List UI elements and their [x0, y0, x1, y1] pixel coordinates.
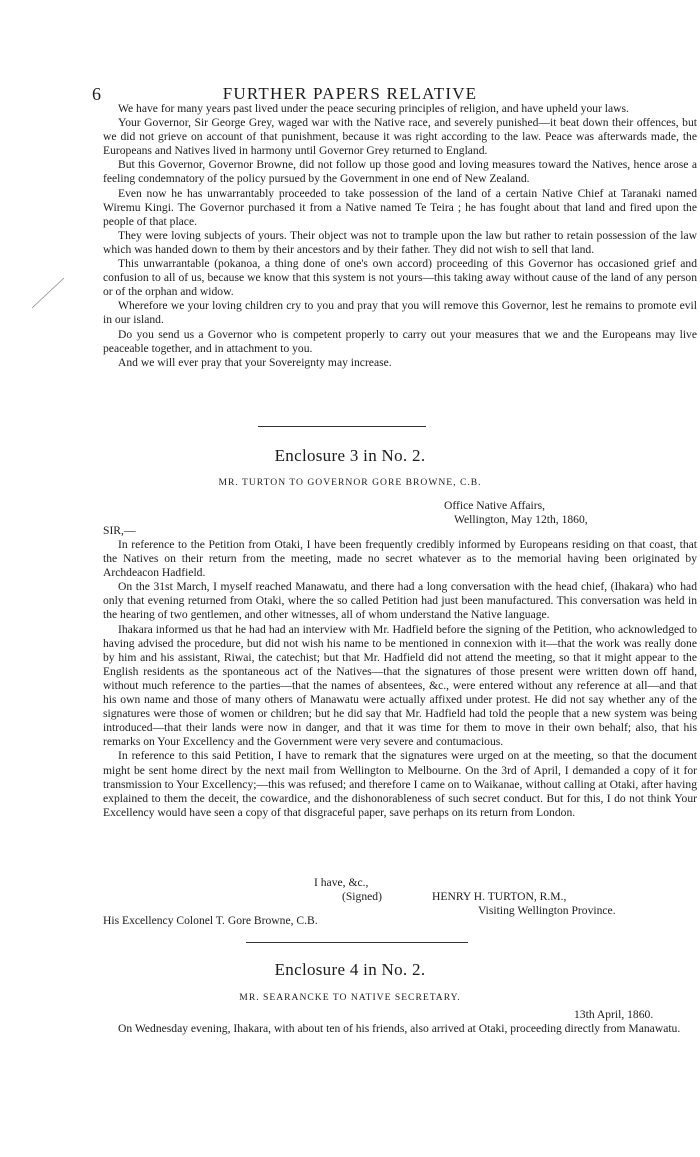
paragraph: Your Governor, Sir George Grey, waged war with the Native race, and severely punished—it beat down their offences, but we did not grieve on account of that punishment, because it was right according to the law. Peace was afterwards made, the Europeans and Natives lived in harmony until Governor Grey returned to England. — [103, 116, 697, 158]
signer-title: Visiting Wellington Province. — [478, 904, 616, 917]
paragraph: Ihakara informed us that he had had an interview with Mr. Hadfield before the signing of the Petition, who acknowledged to having advised the procedure, but did not wish his name to be mentioned in connexion with it—that the work was really done by him and his assistant, Riwai, the catechist; but that Mr. Hadfield did not attend the meeting, so that it might appear to the English residents as the spontaneous act of the Natives—that the signatures of those present were written down off hand, without much reference to the parties—that the names of absentees, &c., were entered without any reference at all—and that his own name and those of many others of Manawatu were actually affixed under protest. He did not say whether any of the signatures were those of women or children; but he did say that Mr. Hadfield had told the people that a new system was being introduced—that their lands were now in danger, and that it was time for them to move in their own behalf; also, that his remarks on Your Excellency and the Government were very severe and contumacious. — [103, 622, 697, 749]
address-line-2: Wellington, May 12th, 1860, — [454, 513, 588, 526]
paragraph: But this Governor, Governor Browne, did not follow up those good and loving measures toward the Natives, hence arose a feeling condemnatory of the policy pursued by the Government in one end of New Zealand. — [103, 158, 697, 186]
paragraph: They were loving subjects of yours. Their object was not to trample upon the law but rather to retain possession of the law which was handed down to them by their ancestors and by their father. They did not wish to sell that land. — [103, 228, 697, 256]
paragraph: We have for many years past lived under the peace securing principles of religion, and have upheld your laws. — [118, 102, 629, 115]
enclosure-4-heading: Enclosure 4 in No. 2. — [274, 960, 426, 979]
running-title: FURTHER PAPERS RELATIVE — [222, 84, 478, 103]
paragraph: On the 31st March, I myself reached Manawatu, and there had a long conversation with the head chief, (Ihakara) who had only that evening returned from Otaki, where the so called Petition had just been manufactured. This conversation was held in the hearing of two gentlemen, and other witnesses, all of whom understand the Native language. — [103, 580, 697, 622]
letter-date: 13th April, 1860. — [574, 1008, 654, 1021]
paragraph: On Wednesday evening, Ihakara, with about ten of his friends, also arrived at Otaki, proceeding directly from Manawatu. — [118, 1022, 681, 1035]
paragraph: In reference to this said Petition, I have to remark that the signatures were urged on at the meeting, so that the document might be sent home direct by the next mail from Wellington to Melbourne. On the 3rd of April, I demanded a copy of it for transmission to Your Excellency;—this was refused; and therefore I came on to Waikanae, without calling at Otaki, after having explained to them the deceit, the cowardice, and the dishonorableness of such secret conduct. But for this, I do not think Your Excellency would have seen a copy of that disgraceful paper, save perhaps on its return from London. — [103, 749, 697, 819]
address-line-1: Office Native Affairs, — [444, 499, 545, 512]
enclosure-4-body — [103, 1022, 697, 1036]
paragraph: In reference to the Petition from Otaki, I have been frequently credibly informed by Europeans residing on that coast, that the Natives on their return from the meeting, made no secret whatever as to the memorial having been originated by Archdeacon Hadfield. — [103, 538, 697, 580]
section-divider — [246, 942, 468, 943]
signer-name: HENRY H. TURTON, R.M., — [432, 890, 567, 903]
enclosure-4-subheading: MR. SEARANCKE TO NATIVE SECRETARY. — [239, 992, 461, 1003]
paragraph: Wherefore we your loving children cry to you and pray that you will remove this Governor, lest he remains to promote evil in our island. — [103, 299, 697, 327]
margin-pencil-mark — [30, 276, 66, 312]
signed-label: (Signed) — [342, 890, 382, 903]
enclosure-3-heading: Enclosure 3 in No. 2. — [274, 446, 426, 465]
salutation: SIR,— — [103, 524, 136, 537]
paragraph: This unwarrantable (pokanoa, a thing done of one's own accord) proceeding of this Governor has occasioned grief and confusion to all of us, because we know that this system is not yours—this taking away without cause of the land of any person or of the orphan and widow. — [103, 257, 697, 299]
enclosure-3-subheading: MR. TURTON TO GOVERNOR GORE BROWNE, C.B. — [218, 477, 482, 488]
page-number: 6 — [92, 84, 101, 104]
paragraph: Do you send us a Governor who is competent properly to carry out your measures that we and the Europeans may live peaceable together, and in attachment to you. — [103, 327, 697, 355]
enclosure-3-body — [103, 538, 697, 820]
paragraph: And we will ever pray that your Sovereignty may increase. — [118, 355, 392, 369]
closing: I have, &c., — [314, 876, 369, 889]
section-divider — [258, 426, 426, 427]
addressee: His Excellency Colonel T. Gore Browne, C.B. — [103, 914, 318, 927]
petition-body — [103, 102, 697, 370]
paragraph: Even now he has unwarrantably proceeded to take possession of the land of a certain Native Chief at Taranaki named Wiremu Kingi. The Governor purchased it from a Native named Te Teira ; he has fought about that land and fired upon the people of that place. — [103, 186, 697, 228]
